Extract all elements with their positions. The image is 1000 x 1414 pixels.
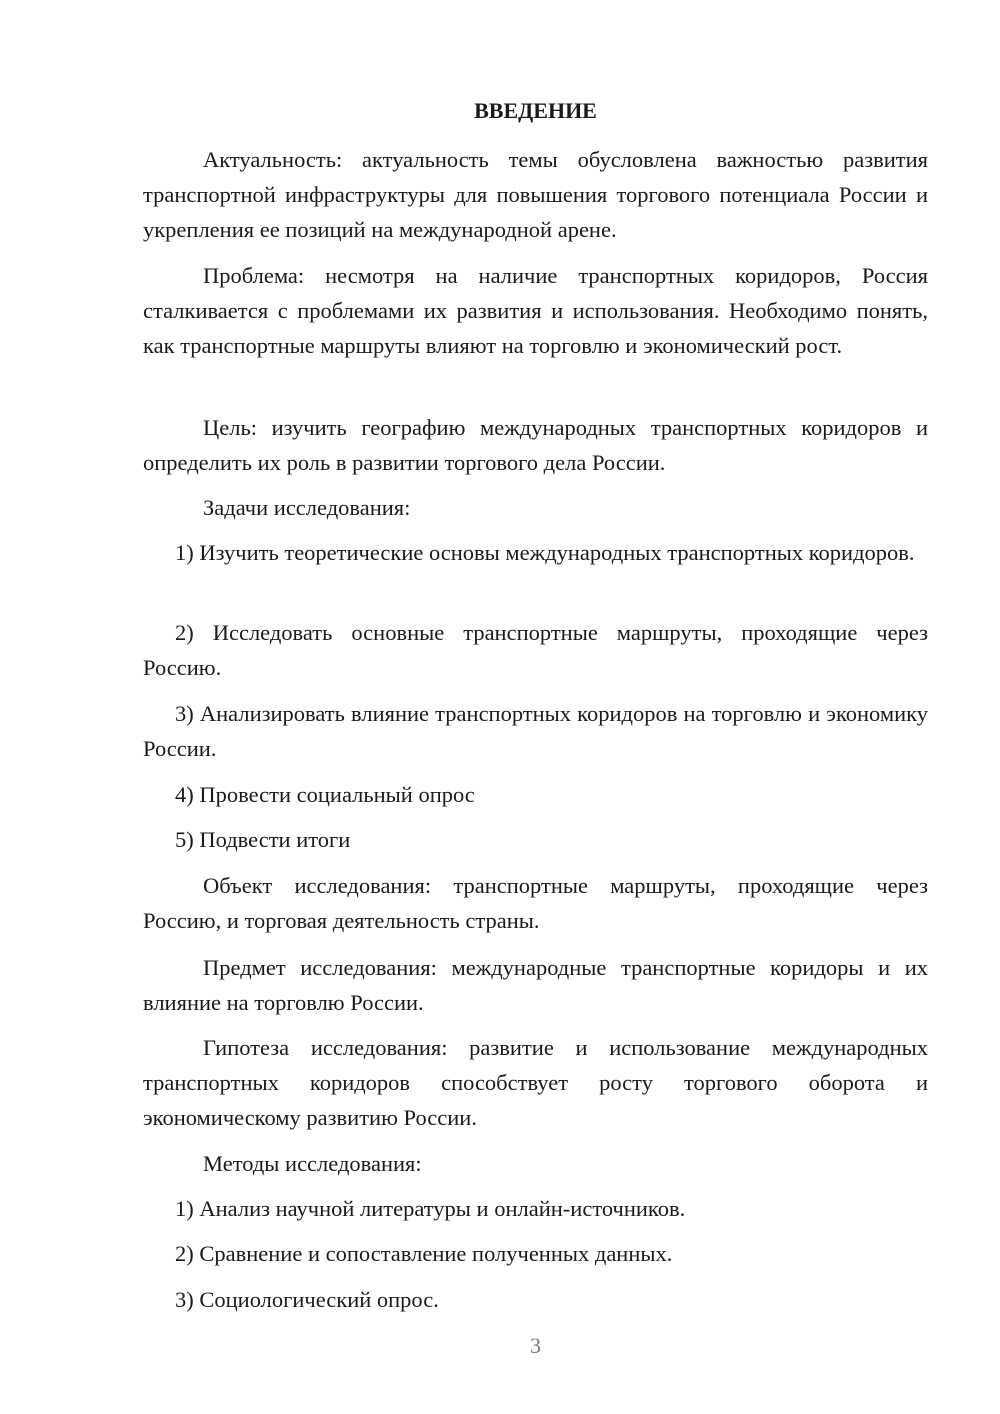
hypothesis-paragraph: Гипотеза исследования: развитие и использование международных транспортных коридоров способствует росту торгового оборота и экономическому развитию России. xyxy=(143,1035,928,1130)
document-page xyxy=(143,0,928,1414)
task-item: 3) Анализировать влияние транспортных коридоров на торговлю и экономику России. xyxy=(143,701,928,761)
task-item: 1) Изучить теоретические основы международных транспортных коридоров. xyxy=(175,540,915,565)
task-item: 2) Исследовать основные транспортные маршруты, проходящие через Россию. xyxy=(143,620,928,680)
goal-paragraph: Цель: изучить географию международных транспортных коридоров и определить их роль в развитии торгового дела России. xyxy=(143,415,928,475)
task-item: 4) Провести социальный опрос xyxy=(175,782,475,807)
task-item: 5) Подвести итоги xyxy=(175,827,351,852)
page-number: 3 xyxy=(530,1333,541,1358)
subject-paragraph: Предмет исследования: международные транспортные коридоры и их влияние на торговлю России. xyxy=(143,955,928,1015)
problem-paragraph: Проблема: несмотря на наличие транспортных коридоров, Россия сталкивается с проблемами их развития и использования. Необходимо понять, как транспортные маршруты влияют на торговлю и экономический рост. xyxy=(143,263,928,358)
methods-heading: Методы исследования: xyxy=(203,1151,422,1176)
tasks-heading: Задачи исследования: xyxy=(203,495,411,520)
method-item: 2) Сравнение и сопоставление полученных данных. xyxy=(175,1241,673,1266)
method-item: 1) Анализ научной литературы и онлайн-источников. xyxy=(175,1196,686,1221)
method-item: 3) Социологический опрос. xyxy=(175,1287,439,1312)
section-title: ВВЕДЕНИЕ xyxy=(474,98,597,123)
object-paragraph: Объект исследования: транспортные маршруты, проходящие через Россию, и торговая деятельность страны. xyxy=(143,873,928,933)
relevance-paragraph: Актуальность: актуальность темы обусловлена важностью развития транспортной инфраструктуры для повышения торгового потенциала России и укрепления ее позиций на международной арене. xyxy=(143,147,928,242)
